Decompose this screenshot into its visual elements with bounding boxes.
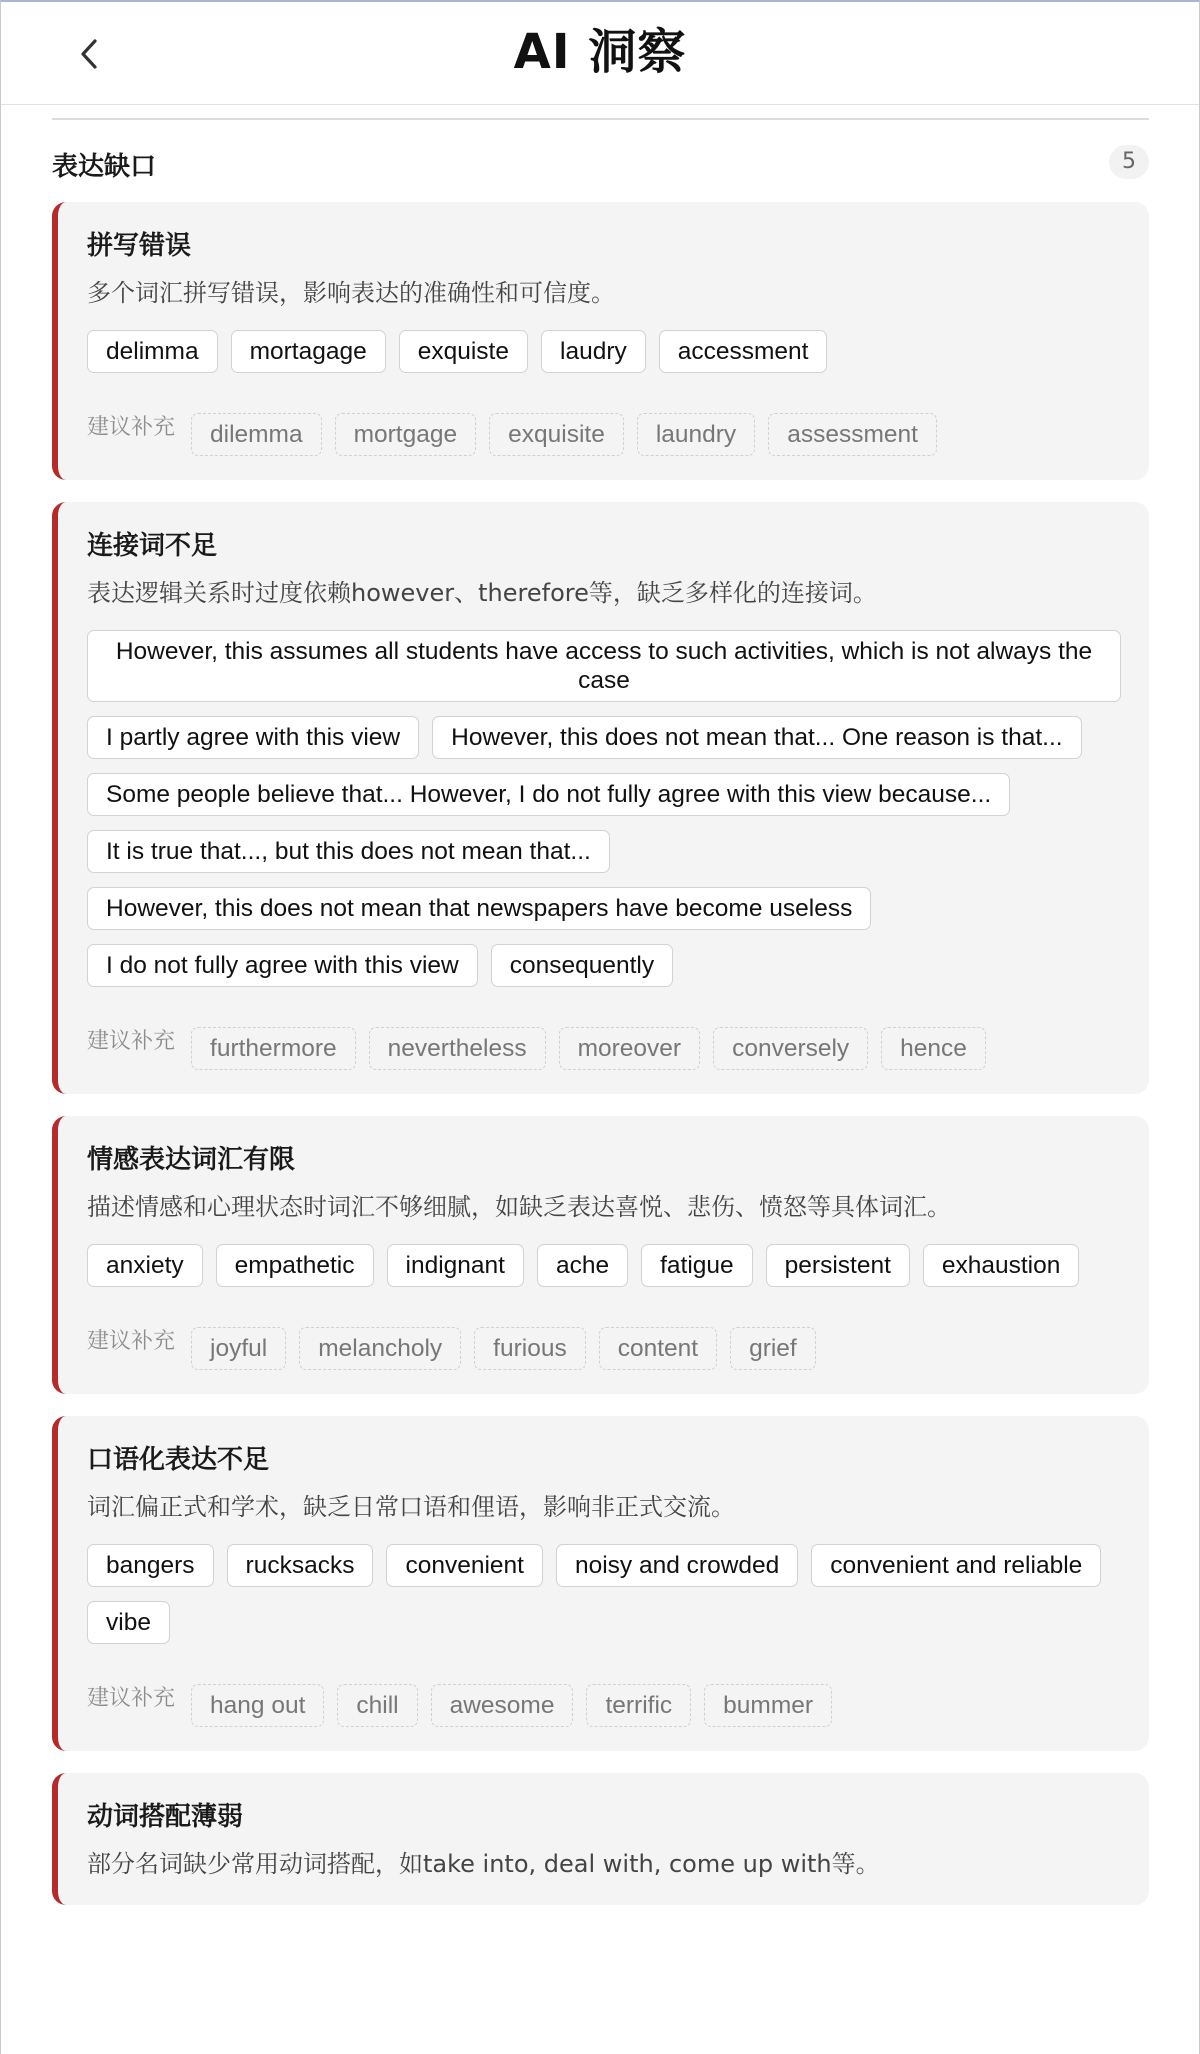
section-header xyxy=(52,144,1149,184)
suggestion-chip[interactable]: awesome xyxy=(431,1684,574,1727)
section-divider xyxy=(52,118,1149,120)
gap-card xyxy=(52,1416,1149,1751)
expression-chip[interactable]: convenient and reliable xyxy=(811,1544,1101,1587)
expression-chip[interactable]: Some people believe that... However, I do not fully agree with this view because... xyxy=(87,773,1010,816)
expression-chip[interactable]: bangers xyxy=(87,1544,214,1587)
card-title: 口语化表达不足 xyxy=(87,1445,270,1475)
gap-card xyxy=(52,1116,1149,1394)
suggestion-chip[interactable]: assessment xyxy=(768,413,937,456)
expression-chip[interactable]: rucksacks xyxy=(227,1544,374,1587)
page-title: AI 洞察 xyxy=(513,24,687,80)
card-title: 情感表达词汇有限 xyxy=(87,1145,296,1175)
suggestion-label: 建议补充 xyxy=(87,1686,176,1711)
expression-chip[interactable]: I partly agree with this view xyxy=(87,716,419,759)
suggestion-chip[interactable]: grief xyxy=(730,1327,816,1370)
expression-chip[interactable]: I do not fully agree with this view xyxy=(87,944,478,987)
suggestion-chip[interactable]: bummer xyxy=(704,1684,832,1727)
suggestion-chip[interactable]: nevertheless xyxy=(369,1027,546,1070)
gap-card xyxy=(52,1773,1149,1905)
card-description: 描述情感和心理状态时词汇不够细腻，如缺乏表达喜悦、悲伤、愤怒等具体词汇。 xyxy=(87,1193,951,1221)
expression-chip[interactable]: However, this assumes all students have access to such activities, which is not always the case xyxy=(87,630,1121,702)
suggestion-chip[interactable]: furthermore xyxy=(191,1027,356,1070)
expression-chip[interactable]: convenient xyxy=(386,1544,543,1587)
expression-chip[interactable]: vibe xyxy=(87,1601,170,1644)
gap-card xyxy=(52,502,1149,1094)
suggestion-chip[interactable]: exquisite xyxy=(489,413,624,456)
suggestion-row xyxy=(87,1327,1121,1370)
expression-chip[interactable]: exhaustion xyxy=(923,1244,1080,1287)
expression-chip[interactable]: fatigue xyxy=(641,1244,753,1287)
card-description: 表达逻辑关系时过度依赖however、therefore等，缺乏多样化的连接词。 xyxy=(87,579,877,607)
suggestion-chips xyxy=(191,413,937,456)
expression-chip[interactable]: laudry xyxy=(541,330,646,373)
expression-chip[interactable]: accessment xyxy=(659,330,828,373)
section-title: 表达缺口 xyxy=(52,152,157,182)
gap-card-list xyxy=(52,202,1149,1905)
suggestion-chips xyxy=(191,1327,816,1370)
expression-chip[interactable]: However, this does not mean that... One reason is that... xyxy=(432,716,1081,759)
expression-chip[interactable]: ache xyxy=(537,1244,628,1287)
card-title: 拼写错误 xyxy=(87,231,192,261)
suggestion-label: 建议补充 xyxy=(87,415,176,440)
suggestion-chips xyxy=(191,1684,832,1727)
suggestion-chip[interactable]: melancholy xyxy=(299,1327,461,1370)
expression-chip[interactable]: It is true that..., but this does not mean that... xyxy=(87,830,610,873)
user-expression-chips xyxy=(87,630,1121,987)
card-title: 连接词不足 xyxy=(87,531,218,561)
user-expression-chips xyxy=(87,330,1121,373)
expression-chip[interactable]: anxiety xyxy=(87,1244,203,1287)
expression-chip[interactable]: However, this does not mean that newspapers have become useless xyxy=(87,887,871,930)
suggestion-chip[interactable]: furious xyxy=(474,1327,586,1370)
top-bar xyxy=(1,2,1199,105)
gap-card xyxy=(52,202,1149,480)
card-description: 多个词汇拼写错误，影响表达的准确性和可信度。 xyxy=(87,279,615,307)
suggestion-chip[interactable]: laundry xyxy=(637,413,755,456)
suggestion-chip[interactable]: hang out xyxy=(191,1684,324,1727)
card-title: 动词搭配薄弱 xyxy=(87,1802,244,1832)
card-description: 部分名词缺少常用动词搭配，如take into, deal with, come up with等。 xyxy=(87,1850,880,1878)
expression-chip[interactable]: mortagage xyxy=(231,330,386,373)
suggestion-chip[interactable]: mortgage xyxy=(335,413,477,456)
expression-chip[interactable]: noisy and crowded xyxy=(556,1544,798,1587)
suggestion-label: 建议补充 xyxy=(87,1029,176,1054)
expression-chip[interactable]: consequently xyxy=(491,944,673,987)
suggestion-chips xyxy=(191,1027,986,1070)
suggestion-chip[interactable]: hence xyxy=(881,1027,986,1070)
expression-chip[interactable]: delimma xyxy=(87,330,218,373)
suggestion-row xyxy=(87,1684,1121,1727)
user-expression-chips xyxy=(87,1544,1121,1644)
expression-chip[interactable]: persistent xyxy=(766,1244,910,1287)
count-badge: 5 xyxy=(1109,145,1149,179)
expression-chip[interactable]: indignant xyxy=(387,1244,524,1287)
suggestion-chip[interactable]: moreover xyxy=(559,1027,700,1070)
card-description: 词汇偏正式和学术，缺乏日常口语和俚语，影响非正式交流。 xyxy=(87,1493,735,1521)
suggestion-chip[interactable]: chill xyxy=(337,1684,417,1727)
suggestion-chip[interactable]: joyful xyxy=(191,1327,286,1370)
suggestion-chip[interactable]: dilemma xyxy=(191,413,322,456)
suggestion-chip[interactable]: content xyxy=(599,1327,717,1370)
expression-chip[interactable]: exquiste xyxy=(399,330,528,373)
suggestion-chip[interactable]: terrific xyxy=(586,1684,691,1727)
suggestion-chip[interactable]: conversely xyxy=(713,1027,868,1070)
expression-chip[interactable]: empathetic xyxy=(216,1244,374,1287)
suggestion-label: 建议补充 xyxy=(87,1329,176,1354)
user-expression-chips xyxy=(87,1244,1121,1287)
suggestion-row xyxy=(87,413,1121,456)
suggestion-row xyxy=(87,1027,1121,1070)
